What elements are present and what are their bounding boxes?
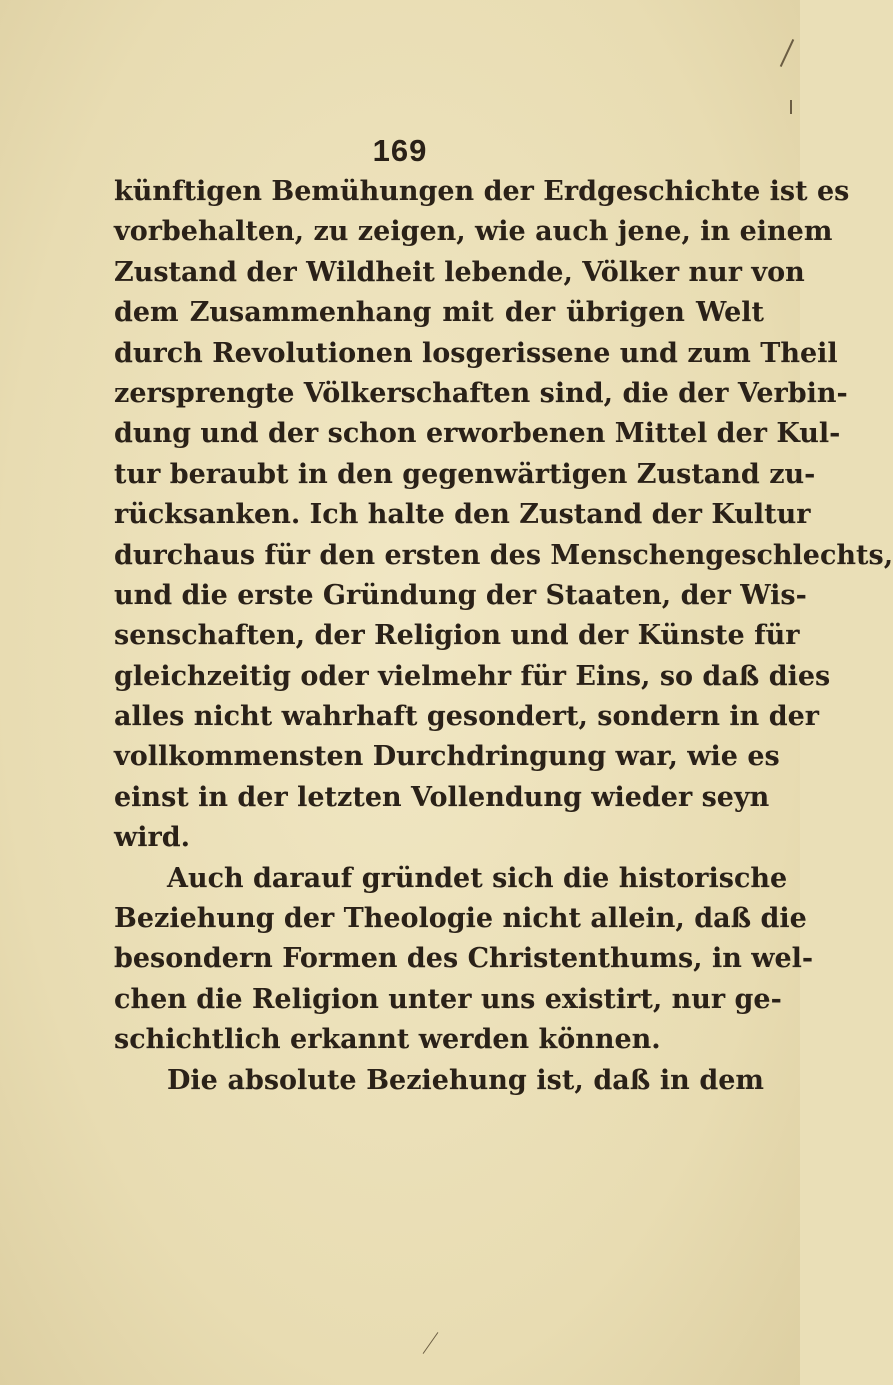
text-line: dem Zusammenhang mit der übrigen Welt bbox=[114, 297, 764, 329]
text-line: senschaften, der Religion und der Künste für bbox=[114, 620, 800, 652]
text-line: chen die Religion unter uns existirt, nur ge- bbox=[114, 983, 782, 1015]
page-edge-mark bbox=[780, 39, 794, 67]
ink-stroke-mark bbox=[423, 1332, 439, 1354]
text-line: alles nicht wahrhaft gesondert, sondern in der bbox=[114, 701, 819, 733]
text-line: dung und der schon erworbenen Mittel der Kul- bbox=[114, 418, 841, 450]
text-line: tur beraubt in den gegenwärtigen Zustand zu- bbox=[114, 458, 816, 490]
text-line: vorbehalten, zu zeigen, wie auch jene, in einem bbox=[114, 216, 833, 248]
text-line: zersprengte Völkerschaften sind, die der Verbin- bbox=[114, 377, 848, 409]
text-line: Auch darauf gründet sich die historische bbox=[167, 862, 788, 894]
text-line: Beziehung der Theologie nicht allein, daß die bbox=[114, 903, 807, 935]
text-line: rücksanken. Ich halte den Zustand der Kultur bbox=[114, 499, 811, 531]
text-line: künftigen Bemühungen der Erdgeschichte ist es bbox=[114, 176, 850, 207]
text-line: einst in der letzten Vollendung wieder seyn bbox=[114, 781, 770, 813]
page-number: 169 bbox=[372, 133, 428, 168]
text-line: durch Revolutionen losgerissene und zum Theil bbox=[114, 337, 838, 369]
text-line: Die absolute Beziehung ist, daß in dem bbox=[167, 1064, 764, 1096]
text-line: gleichzeitig oder vielmehr für Eins, so daß dies bbox=[114, 660, 831, 692]
text-line: wird. bbox=[114, 822, 191, 854]
text-line: und die erste Gründung der Staaten, der Wis- bbox=[114, 579, 807, 611]
body-text bbox=[114, 172, 893, 1101]
text-line: durchaus für den ersten des Menschengeschlechts, bbox=[114, 539, 893, 571]
page-edge-mark bbox=[790, 100, 792, 114]
text-line: schichtlich erkannt werden können. bbox=[114, 1024, 661, 1056]
text-line: Zustand der Wildheit lebende, Völker nur von bbox=[114, 256, 805, 288]
text-line: vollkommensten Durchdringung war, wie es bbox=[114, 741, 780, 773]
text-line: besondern Formen des Christenthums, in wel- bbox=[114, 943, 814, 975]
